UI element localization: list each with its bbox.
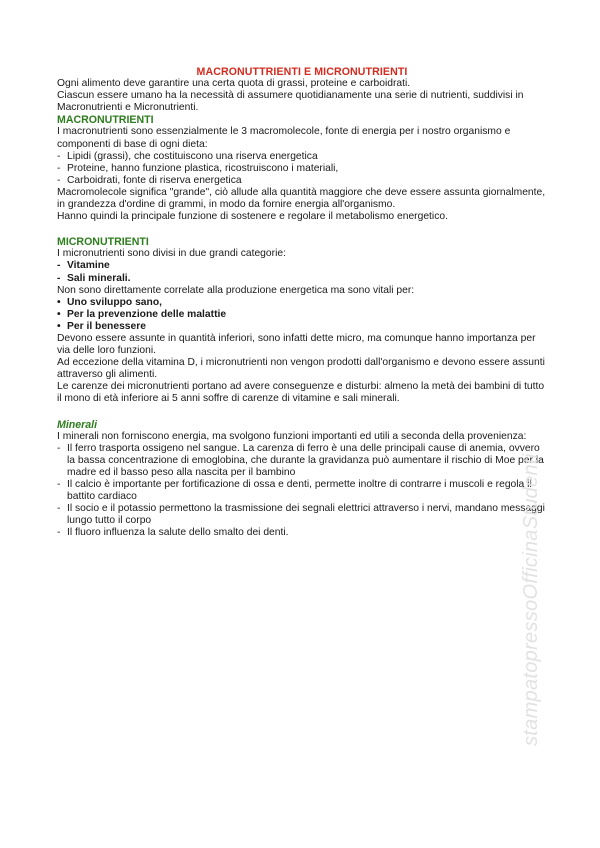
dash-bullet: -: [57, 150, 61, 162]
list-item: • Uno sviluppo sano,: [57, 296, 162, 308]
intro-line-1: Ogni alimento deve garantire una certa quota di grassi, proteine e carboidrati.: [57, 78, 411, 90]
micro-vital-list: [57, 297, 547, 333]
list-item: - Il fluoro influenza la salute dello smalto dei denti.: [57, 527, 289, 539]
list-item: - Proteine, hanno funzione plastica, ricostruiscono i materiali,: [57, 162, 339, 174]
dash-bullet: -: [57, 479, 61, 490]
watermark: stampatopressoOfficinaStudenti: [520, 453, 542, 746]
macro-after-1: Macromolecole significa "grande", ciò allude alla quantità maggiore che deve essere assunta giornalmente, in grandezza d'ordine di grammi, in modo da fornire energia all'organismo.: [57, 186, 546, 211]
document-page: [57, 66, 547, 539]
list-item: - Il calcio è importante per fortificazione di ossa e denti, permette inoltre di contrarre i muscoli e regola il battito cardiaco: [57, 479, 532, 503]
dash-bullet: -: [57, 162, 61, 174]
micro-paragraph: I micronutrienti sono divisi in due grandi categorie:: [57, 248, 286, 260]
macro-after-2: Hanno quindi la principale funzione di sostenere e regolare il metabolismo energetico.: [57, 211, 448, 223]
micro-after-1: Devono essere assunte in quantità inferiori, sono infatti dette micro, ma comunque hanno importanza per via delle loro funzioni.: [57, 332, 536, 357]
section-heading-macro: MACRONUTRIENTI: [57, 114, 154, 127]
list-item: - Il ferro trasporta ossigeno nel sangue. La carenza di ferro è una delle principali cause di anemia, ovvero la bassa concentrazione di emoglobina, che durante la gravidanza può aumentare il rischio di Moe per la madre ed il basso peso alla nascita per il bambino: [57, 442, 544, 478]
intro-line-2: Ciascun essere umano ha la necessità di assumere quotidianamente una serie di nutrienti, suddivisi in Macronutrienti e Micronutrienti.: [57, 90, 524, 114]
dash-bullet: -: [57, 174, 61, 186]
list-item: - Lipidi (grassi), che costituiscono una riserva energetica: [57, 150, 318, 162]
micro-categories: [57, 260, 547, 284]
dot-bullet: •: [57, 308, 61, 320]
page-title: MACRONUTTRIENTI E MICRONUTRIENTI: [196, 66, 408, 78]
micro-after-3: Le carenze dei micronutrienti portano ad avere conseguenze e disturbi: almeno la metà dei bambini di tutto il mono di età inferiore ai 5 anni soffre di carenze di vitamine e sali minerali.: [57, 381, 545, 405]
minerali-list: [57, 443, 547, 540]
list-item: - Vitamine: [57, 260, 110, 272]
list-item: - Carboidrati, fonte di riserva energetica: [57, 174, 242, 186]
dot-bullet: •: [57, 320, 61, 332]
list-item: - Il socio e il potassio permettono la trasmissione dei segnali elettrici attraverso i nervi, mandano messaggi lungo tutto il corpo: [57, 503, 545, 527]
list-item: - Sali minerali.: [57, 272, 131, 284]
macro-list: [57, 151, 547, 187]
dash-bullet: -: [57, 260, 61, 272]
dash-bullet: -: [57, 442, 61, 454]
list-item: • Per la prevenzione delle malattie: [57, 308, 227, 320]
dot-bullet: •: [57, 296, 61, 308]
micro-after-2: Ad eccezione della vitamina D, i micronutrienti non vengon prodotti dall'organismo e devono essere assunti attraverso gli alimenti.: [57, 357, 545, 381]
section-heading-micro: MICRONUTRIENTI: [57, 236, 149, 249]
dash-bullet: -: [57, 272, 61, 284]
dash-bullet: -: [57, 527, 61, 539]
macro-paragraph: I macronutrienti sono essenzialmente le 3 macromolecole, fonte di energia per i nostro organismo e componenti di base di ogni dieta:: [57, 126, 511, 150]
minerali-paragraph: I minerali non forniscono energia, ma svolgono funzioni importanti ed utili a seconda della provenienza:: [57, 430, 527, 442]
micro-vital-intro: Non sono direttamente correlate alla produzione energetica ma sono vitali per:: [57, 284, 415, 296]
section-heading-minerali: Minerali: [57, 418, 98, 431]
dash-bullet: -: [57, 503, 61, 515]
list-item: • Per il benessere: [57, 320, 146, 332]
